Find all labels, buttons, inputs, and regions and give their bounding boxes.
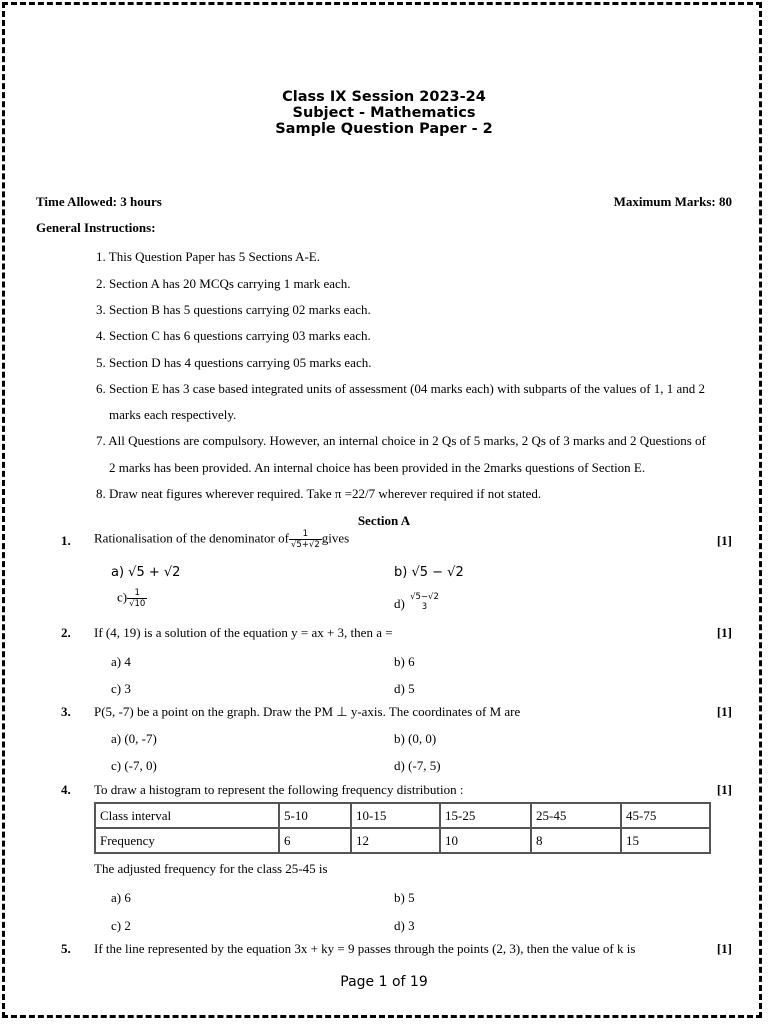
- question-marks: [1]: [716, 625, 732, 640]
- maximum-marks: Maximum Marks: 80: [613, 194, 732, 209]
- paper-name: Sample Question Paper - 2: [275, 121, 493, 137]
- q1-option-c-fraction: [127, 588, 147, 609]
- instruction-item: 7. All Questions are compulsory. However, an internal choice in 2 Qs of 5 marks, 2 Qs of 3 marks and 2 Questions of: [96, 433, 706, 448]
- table-cell: 45-75: [621, 803, 710, 828]
- option-a[interactable]: a) 4: [111, 654, 131, 669]
- q1-frac-numerator: 1: [289, 529, 322, 540]
- q1-fraction: [289, 529, 322, 550]
- question-number: 3.: [61, 704, 71, 719]
- question-marks: [1]: [716, 533, 732, 548]
- table-cell: 5-10: [279, 803, 351, 828]
- instruction-item-cont: marks each respectively.: [109, 407, 237, 422]
- q1-option-c-label: c): [117, 589, 128, 605]
- option-c[interactable]: c) 3: [111, 681, 131, 696]
- option-a[interactable]: a) 6: [111, 890, 131, 905]
- option-b[interactable]: b) 5: [394, 890, 415, 905]
- instruction-item: 6. Section E has 3 case based integrated units of assessment (04 marks each) with subparts of the values of 1, 1 and 2: [96, 381, 706, 396]
- table-cell: 25-45: [531, 803, 621, 828]
- q1-option-c-denominator: √10: [129, 599, 146, 609]
- option-d[interactable]: [394, 592, 441, 612]
- option-b[interactable]: b) (0, 0): [394, 731, 437, 746]
- q1-option-c-numerator: 1: [127, 588, 147, 599]
- question-marks: [1]: [716, 704, 732, 719]
- table-cell: 10-15: [351, 803, 440, 828]
- table-cell: 15-25: [440, 803, 531, 828]
- instruction-item: 3. Section B has 5 questions carrying 02 marks each.: [96, 302, 371, 317]
- question-number: 5.: [61, 941, 71, 956]
- question-number: 1.: [61, 533, 71, 548]
- question-text: P(5, -7) be a point on the graph. Draw the PM ⊥ y-axis. The coordinates of M are: [94, 704, 521, 719]
- option-c[interactable]: c) (-7, 0): [111, 758, 157, 773]
- table-cell: 10: [440, 828, 531, 853]
- question-marks: [1]: [716, 941, 732, 956]
- question-text: If the line represented by the equation 3x + ky = 9 passes through the points (2, 3), then the value of k is: [94, 941, 636, 956]
- question-text: [94, 529, 349, 550]
- instruction-item: 2. Section A has 20 MCQs carrying 1 mark each.: [96, 276, 351, 291]
- option-c[interactable]: c) 2: [111, 918, 131, 933]
- instruction-item-cont: 2 marks has been provided. An internal choice has been provided in the 2marks questions of Section E.: [109, 460, 646, 475]
- q1-option-a-text: a) √5 + √2: [111, 565, 181, 580]
- page-footer: Page 1 of 19: [340, 974, 428, 990]
- question-number: 2.: [61, 625, 71, 640]
- table-row: [95, 803, 710, 828]
- q1-option-d-denominator: 3: [421, 602, 428, 612]
- question-number: 4.: [61, 782, 71, 797]
- table-cell: 12: [351, 828, 440, 853]
- question-text: To draw a histogram to represent the following frequency distribution :: [94, 782, 464, 797]
- question-followup: The adjusted frequency for the class 25-45 is: [94, 861, 328, 876]
- frequency-table: [94, 802, 711, 854]
- q1-option-b-text: b) √5 − √2: [394, 565, 464, 580]
- table-cell: Frequency: [95, 828, 279, 853]
- q1-option-d-fraction: [408, 592, 441, 612]
- instruction-item: 1. This Question Paper has 5 Sections A-E.: [96, 249, 320, 264]
- q1-text-before: Rationalisation of the denominator of: [94, 530, 289, 546]
- q1-text-after: gives: [321, 530, 350, 546]
- instruction-item: 8. Draw neat figures wherever required. Take π =22/7 wherever required if not stated.: [96, 486, 542, 501]
- paper-subject: Subject - Mathematics: [292, 105, 476, 121]
- instructions-heading: General Instructions:: [36, 220, 156, 235]
- question-text: If (4, 19) is a solution of the equation y = ax + 3, then a =: [94, 625, 393, 640]
- table-cell: 6: [279, 828, 351, 853]
- option-d[interactable]: d) 5: [394, 681, 415, 696]
- section-title: Section A: [357, 513, 411, 528]
- option-a[interactable]: [111, 564, 180, 580]
- instruction-item: 5. Section D has 4 questions carrying 05 marks each.: [96, 355, 372, 370]
- q1-option-d-numerator: √5−√2: [410, 592, 439, 602]
- question-marks: [1]: [716, 782, 732, 797]
- option-d[interactable]: d) 3: [394, 918, 415, 933]
- table-cell: 15: [621, 828, 710, 853]
- option-b[interactable]: b) 6: [394, 654, 415, 669]
- option-c[interactable]: [117, 588, 147, 609]
- table-row: [95, 828, 710, 853]
- instruction-item: 4. Section C has 6 questions carrying 03 marks each.: [96, 328, 371, 343]
- option-b[interactable]: [394, 564, 464, 580]
- table-cell: Class interval: [95, 803, 279, 828]
- q1-frac-denominator: √5+√2: [290, 540, 320, 550]
- option-a[interactable]: a) (0, -7): [111, 731, 157, 746]
- paper-class-title: Class IX Session 2023-24: [282, 89, 486, 105]
- time-allowed: Time Allowed: 3 hours: [36, 194, 162, 209]
- table-cell: 8: [531, 828, 621, 853]
- q1-option-d-label: d): [394, 596, 405, 611]
- option-d[interactable]: d) (-7, 5): [394, 758, 441, 773]
